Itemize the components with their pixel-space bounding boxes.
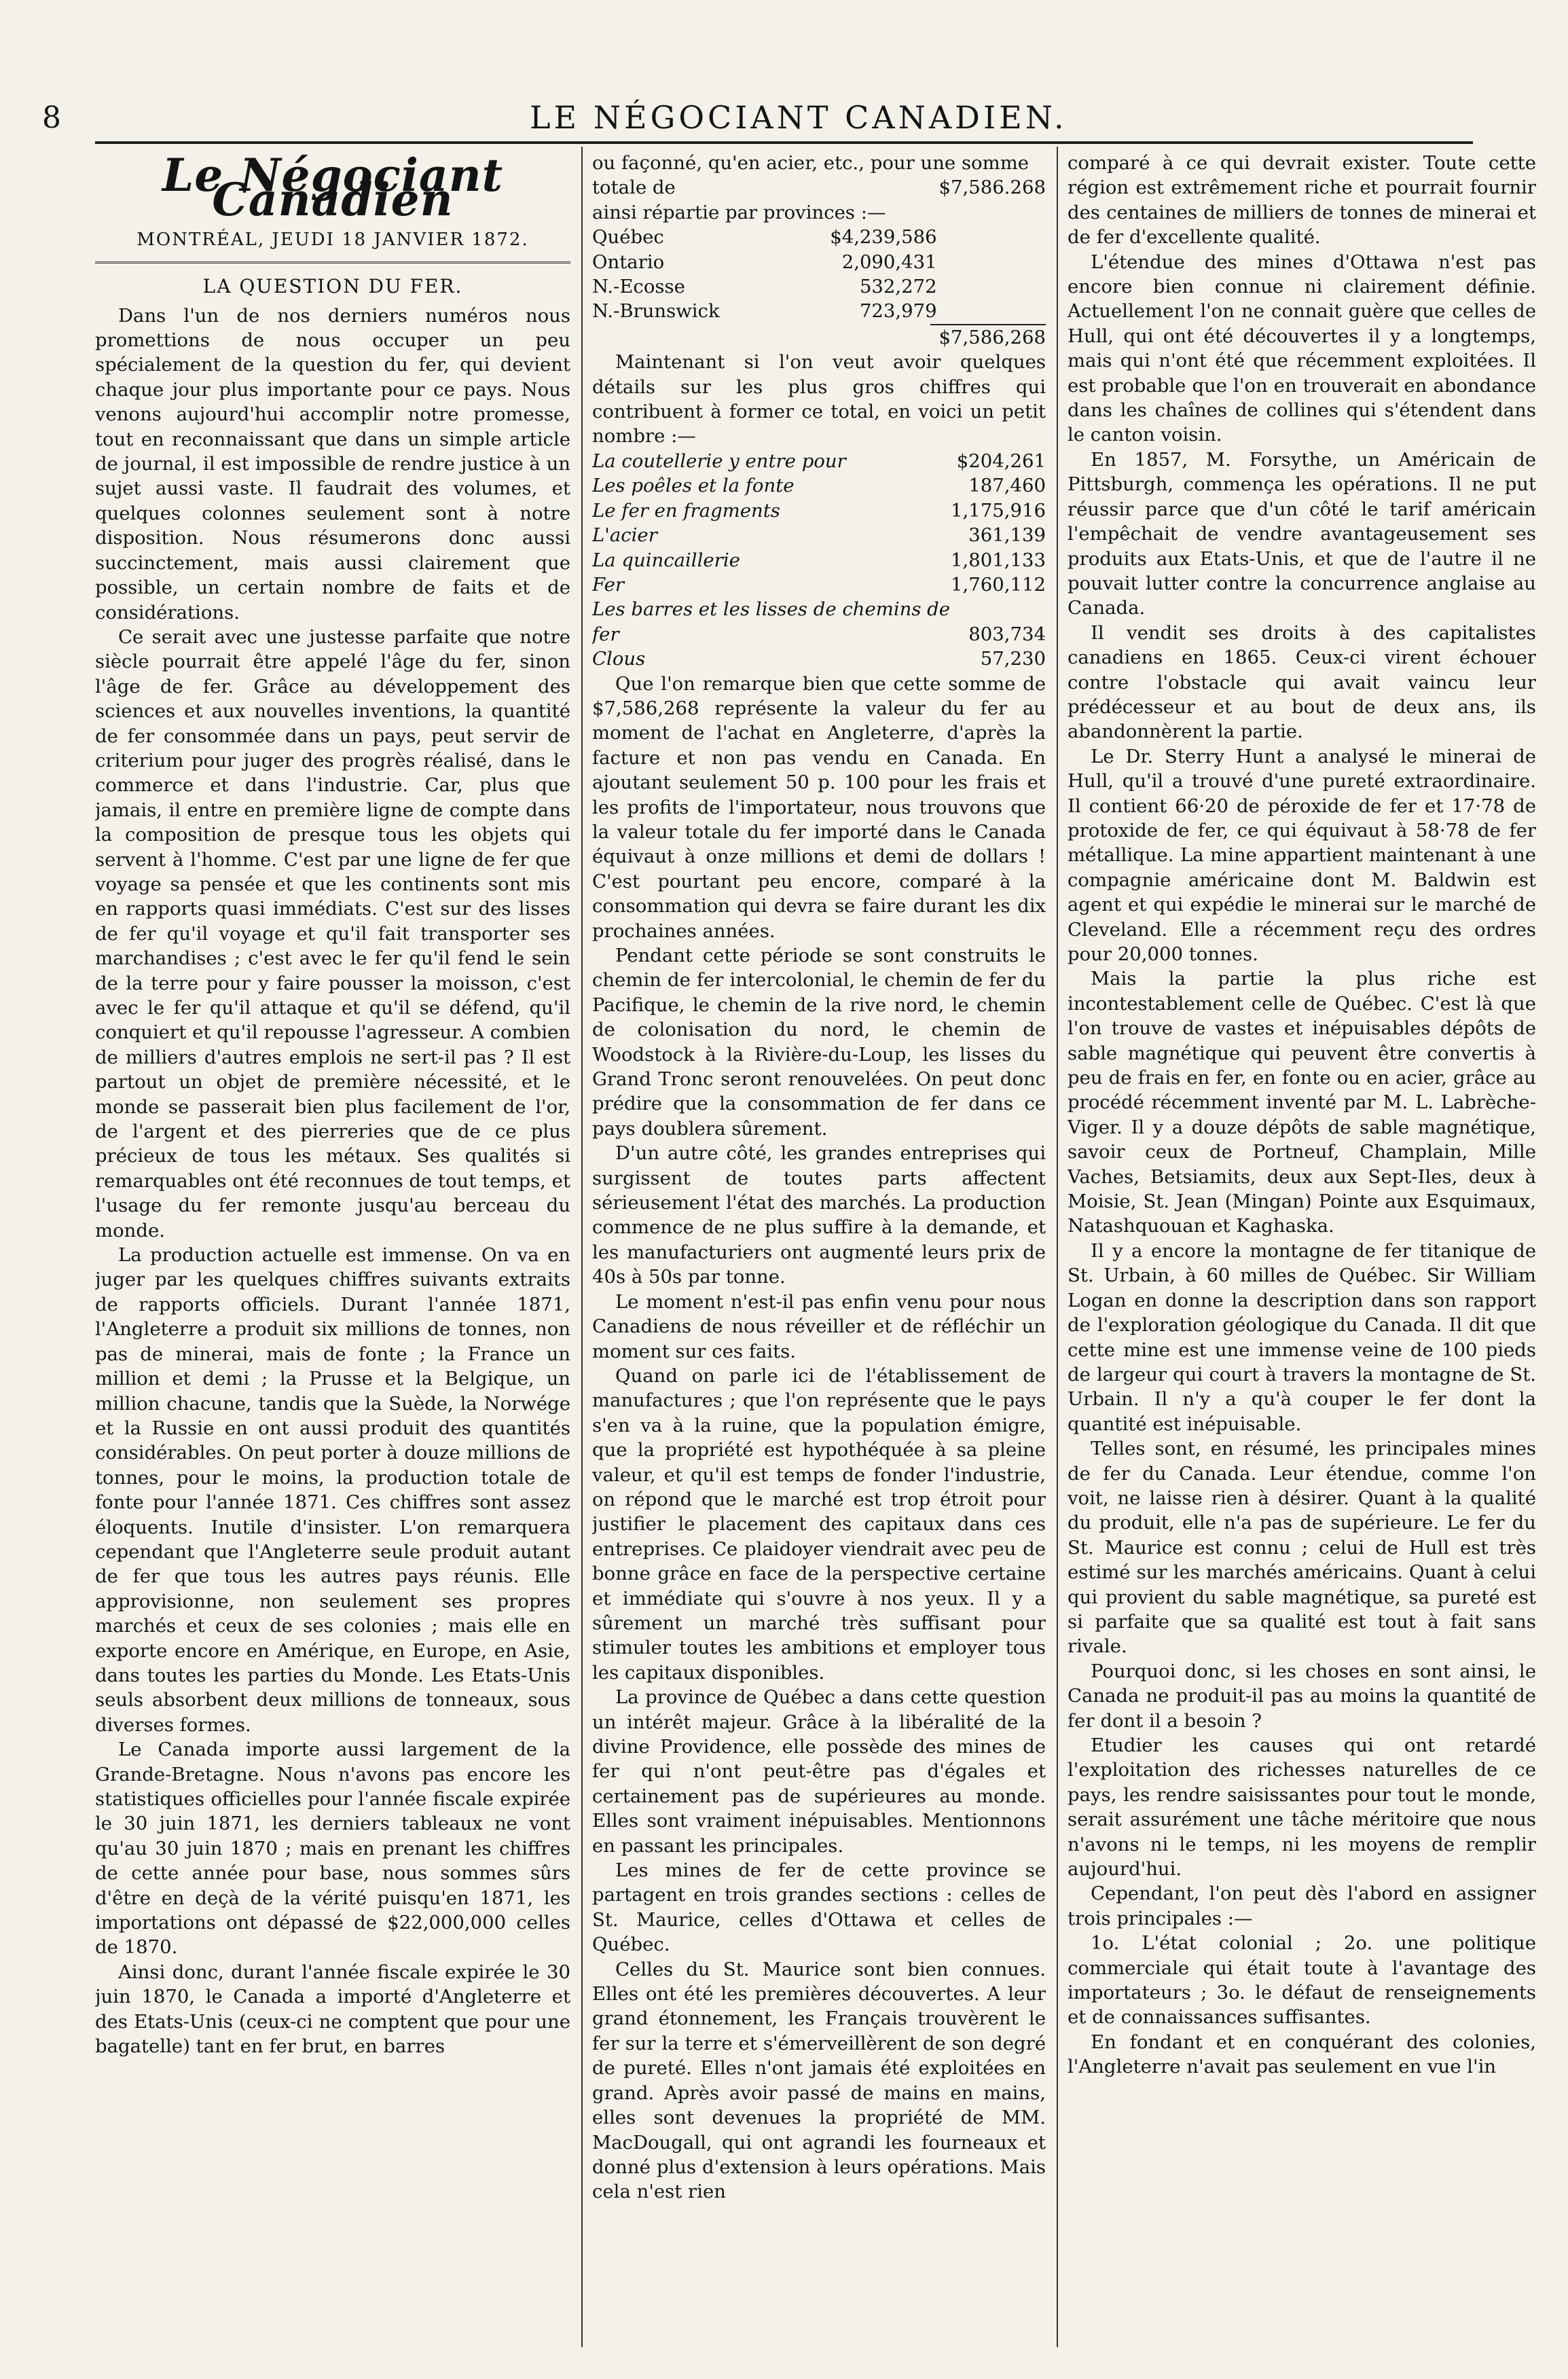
table-row [592,225,937,249]
article-rule [95,261,570,264]
paragraph: L'étendue des mines d'Ottawa n'est pas encore bien connue ni clairement définie. Actuellement l'on ne connait guère que celles de Hull, qui ont été découvertes il y a longtemps, mais qui n'ont été que récemment exploitées. Il est probable que l'on en trouverait en abondance dans les chaînes de collines qui s'étendent dans le canton voisin. [1068,251,1536,446]
province-value: 532,272 [859,276,937,298]
item-name: La quincaillerie [592,549,740,571]
table-row [592,250,937,274]
table-row [592,274,937,299]
running-head: LE NÉGOCIANT CANADIEN. [530,99,1068,136]
item-value: 1,801,133 [951,549,1046,571]
paragraph: Pendant cette période se sont construits le chemin de fer intercolonial, le chemin de fer du Pacifique, le chemin de la rive nord, le chemin de colonisation du nord, le chemin de Woodstock à la Rivière-du-Loup, les lisses du Grand Tronc seront renouvelées. On peut donc prédire que la consommation de fer dans ce pays doublera sûrement. [592,945,1046,1140]
provinces-intro: ainsi répartie par provinces :— [592,201,886,223]
column-2 [592,151,1046,2344]
column-1 [95,151,570,2344]
masthead: Le Négociant Canadien [162,151,504,227]
item-value: 1,760,112 [951,573,1046,596]
item-value: 361,139 [968,524,1046,547]
provinces-table [592,225,937,324]
item-value: $204,261 [956,450,1046,472]
item-value: 1,175,916 [951,499,1046,522]
paragraph: ou façonné, qu'en acier, etc., pour une somme [592,152,1029,174]
article-title: LA QUESTION DU FER. [202,275,463,298]
item-name: Fer [592,573,624,596]
paragraph: En 1857, M. Forsythe, un Américain de Pittsburgh, commença les opérations. Il ne put réussir parce que d'un côté le tarif américain l'empêchait de vendre avantageusement ses produits aux Etats-Unis, et que de l'autre il ne pouvait lutter contre la concurrence anglaise au Canada. [1068,448,1536,619]
table-row [592,449,1046,473]
item-value: 803,734 [968,623,1046,645]
paragraph: Il y a encore la montagne de fer titanique de St. Urbain, à 60 milles de Québec. Sir William Logan en donne la description dans son rapport de l'exploration géologique du Canada. Il dit que cette mine est une immense veine de 100 pieds de largeur qui court à travers la montagne de St. Urbain. Il n'y a qu'à couper le fer dont la quantité est inépuisable. [1068,1239,1536,1435]
province-name: Ontario [592,251,665,273]
item-name: Les barres et les lisses de chemins de fer [592,598,951,645]
item-name: Le fer en fragments [592,499,780,522]
item-value: 57,230 [980,648,1046,670]
paragraph: Celles du St. Maurice sont bien connues. Elles ont été les premières découvertes. A leur grand étonnement, les Français trouvèrent le fer sur la terre et s'émerveillèrent de son degré de pureté. Elles n'ont jamais été exploitées en grand. Après avoir passé de mains en mains, elles sont devenues la propriété de MM. MacDougall, qui ont agrandi les fourneaux et donné plus d'extension à leurs opérations. Mais cela n'est rien [592,1958,1046,2203]
paragraph: Quand on parle ici de l'établissement de manufactures ; que l'on représente que le pays s'en va à la ruine, que la population émigre, que la propriété est hypothéquée à sa pleine valeur, et qu'il est temps de fonder l'industrie, on répond que le marché est trop étroit pour justifier le placement des capitaux dans ces entreprises. Ce plaidoyer viendrait avec peu de bonne grâce en face de la perspective certaine et immédiate qui s'ouvre à nos yeux. Il y a sûrement un marché très suffisant pour stimuler toutes les ambitions et employer tous les capitaux disponibles. [592,1364,1046,1684]
provinces-total [592,324,1046,350]
paragraph: comparé à ce qui devrait exister. Toute cette région est extrêmement riche et pourrait fournir des centaines de milliers de tonnes de minerai et de fer d'excellente qualité. [1068,152,1536,249]
province-name: N.-Brunswick [592,300,720,323]
paragraph: Que l'on remarque bien que cette somme de $7,586,268 représente la valeur du fer au moment de l'achat en Angleterre, d'après la facture et non pas vendu en Canada. En ajoutant seulement 50 p. 100 pour les frais et les profits de l'importateur, nous trouvons que la valeur totale du fer importé dans le Canada équivaut à onze millions et demi de dollars ! C'est pourtant peu encore, comparé à la consommation qui devra se faire durant les dix prochaines années. [592,672,1046,942]
paragraph: Il vendit ses droits à des capitalistes canadiens en 1865. Ceux-ci virent échouer contre l'obstacle qui avait vaincu leur prédécesseur et au bout de deux ans, ils abandonnèrent la partie. [1068,621,1536,743]
page-number: 8 [42,101,61,135]
province-name: N.-Ecosse [592,276,685,298]
paragraph: Cependant, l'on peut dès l'abord en assigner trois principales :— [1068,1883,1536,1929]
table-row [592,523,1046,547]
header-rule [95,141,1473,144]
items-table [592,449,1046,672]
dateline: MONTRÉAL, JEUDI 18 JANVIER 1872. [136,229,529,250]
provinces-total-value: $7,586,268 [930,325,1046,350]
paragraph: Le Canada importe aussi largement de la Grande-Bretagne. Nous n'avons pas encore les statistiques officielles pour l'année fiscale expirée le 30 juin 1871, les derniers tableaux ne vont qu'au 30 juin 1870 ; mais en prenant les chiffres de cette année pour base, nous sommes sûrs d'être en deçà de la vérité puisqu'en 1871, les importations ont dépassé de $22,000,000 celles de 1870. [95,1739,570,1959]
paragraph: D'un autre côté, les grandes entreprises qui surgissent de toutes parts affectent sérieusement l'état des marchés. La production commence de ne plus suffire à la demande, et les manufacturiers ont augmenté leurs prix de 40s à 50s par tonne. [592,1142,1046,1288]
column-rule [581,147,583,2347]
table-row [592,498,1046,523]
item-name: L'acier [592,524,657,547]
table-row [592,573,1046,597]
province-value: 723,979 [859,300,937,323]
paragraph: En fondant et en conquérant des colonies, l'Angleterre n'avait pas seulement en vue l'in [1068,2031,1536,2078]
paragraph: Etudier les causes qui ont retardé l'exploitation des richesses naturelles de ce pays, les rendre saisissantes pour tout le monde, serait assurément une tâche méritoire que nous n'avons ni le temps, ni les moyens de remplir aujourd'hui. [1068,1735,1536,1881]
item-name: Les poêles et la fonte [592,475,795,497]
table-row [592,597,1046,647]
total-table [592,175,1046,200]
paragraph: Les mines de fer de cette province se partagent en trois grandes sections : celles de St. Maurice, celles d'Ottawa et celles de Québec. [592,1859,1046,1956]
column-3 [1068,151,1536,2344]
paragraph: Pourquoi donc, si les choses en sont ainsi, le Canada ne produit-il pas au moins la quantité de fer dont il a besoin ? [1068,1660,1536,1732]
table-row [592,647,1046,671]
table-row [592,473,1046,498]
paragraph: Mais la partie la plus riche est incontestablement celle de Québec. C'est là que l'on trouve de vastes et inépuisables dépôts de sable magnétique qui peuvent être convertis à peu de frais en fer, en fonte ou en acier, grâce au procédé récemment inventé par M. L. Labrèche-Viger. Il y a douze dépôts de sable magnétique, savoir ceux de Portneuf, Champlain, Mille Vaches, Betsiamits, deux aux Sept-Iles, deux à Moisie, St. Jean (Mingan) Pointe aux Esquimaux, Natashquouan et Kaghaska. [1068,968,1536,1237]
paragraph: Ainsi donc, durant l'année fiscale expirée le 30 juin 1870, le Canada a importé d'Angleterre et des Etats-Unis (ceux-ci ne comptent que pour une bagatelle) tant en fer brut, en barres [95,1961,570,2058]
table-row [592,548,1046,573]
paragraph: 1o. L'état colonial ; 2o. une politique commerciale qui était toute à l'avantage des importateurs ; 3o. le défaut de renseignements et de connaissances suffisantes. [1068,1932,1536,2029]
item-name: Clous [592,648,646,670]
total-label: totale de [592,177,676,199]
item-value: 187,460 [968,475,1046,497]
paragraph: La production actuelle est immense. On va en juger par les quelques chiffres suivants extraits de rapports officiels. Durant l'année 1871, l'Angleterre a produit six millions de tonnes, non pas de minerai, mais de fonte ; la France un million et demi ; la Prusse et la Belgique, un million chacune, tandis que la Suède, la Norwége et la Russie en ont aussi produit des quantités considérables. On peut porter à douze millions de tonnes, pour le moins, la production totale de fonte pour l'année 1871. Ces chiffres sont assez éloquents. Inutile d'insister. L'on remarquera cependant que l'Angleterre seule produit autant de fer que tous les autres pays réunis. Elle approvisionne, non seulement ses propres marchés et ceux de ses colonies ; mais elle en exporte encore en Amérique, en Europe, en Asie, dans toutes les parties du Monde. Les Etats-Unis seuls absorbent deux millions de tonneaux, sous diverses formes. [95,1244,570,1736]
province-name: Québec [592,226,664,249]
paragraph: Dans l'un de nos derniers numéros nous promettions de nous occuper un peu spécialement de la question du fer, qui devient chaque jour plus importante pour ce pays. Nous venons aujourd'hui accomplir notre promesse, tout en reconnaissant que dans un simple article de journal, il est impossible de rendre justice à un sujet aussi vaste. Il faudrait des volumes, et quelques colonnes seulement sont à notre disposition. Nous résumerons donc aussi succinctement, mais aussi clairement que possible, un certain nombre de faits et de considérations. [95,304,570,623]
item-name: La coutellerie y entre pour [592,450,846,472]
paragraph: Le moment n'est-il pas enfin venu pour nous Canadiens de nous réveiller et de réfléchir un moment sur ces faits. [592,1290,1046,1362]
province-value: 2,090,431 [841,251,937,273]
paragraph: Le Dr. Sterry Hunt a analysé le minerai de Hull, qu'il a trouvé d'une pureté extraordinaire. Il contient 66·20 de péroxide de fer et 17·78 de protoxide de fer, ce qui équivaut à 58·78 de fer métallique. La mine appartient maintenant à une compagnie américaine dont M. Baldwin est agent et qui expédie le minerai sur le marché de Cleveland. Elle a récemment reçu des ordres pour 20,000 tonnes. [1068,745,1536,965]
total-value: $7,586.268 [938,177,1046,199]
province-value: $4,239,586 [830,226,937,249]
paragraph: La province de Québec a dans cette question un intérêt majeur. Grâce à la libéralité de la divine Providence, elle possède des mines de fer qui n'ont peut-être pas d'égales et certainement pas de supérieures au monde. Elles sont vraiment inépuisables. Mentionnons en passant les principales. [592,1686,1046,1857]
table-row [592,299,937,323]
paragraph: Telles sont, en résumé, les principales mines de fer du Canada. Leur étendue, comme l'on voit, ne laisse rien à désirer. Quant à la qualité du produit, elle n'a pas de supérieure. Le fer du St. Maurice est connu ; celui de Hull est très estimé sur les marchés américains. Quant à celui qui provient du sable magnétique, sa pureté est si parfaite que sa qualité est tout à fait sans rivale. [1068,1438,1536,1658]
paragraph: Ce serait avec une justesse parfaite que notre siècle pourrait être appelé l'âge du fer, sinon l'âge de fer. Grâce au développement des sciences et aux nouvelles inventions, la quantité de fer consommée dans un pays, peut servir de criterium pour juger des progrès réalisé, dans le commerce et dans l'industrie. Car, plus que jamais, il entre en première ligne de compte dans la composition de presque tous les objets qui servent à l'homme. C'est par une ligne de fer que voyage sa pensée et que les continents sont mis en rapports quasi immédiats. C'est sur des lisses de fer qu'il voyage et qu'il fait transporter ses marchandises ; c'est avec le fer qu'il fend le sein de la terre pour y faire pousser la moisson, c'est avec le fer qu'il attaque et qu'il se défend, qu'il conquiert et qu'il repousse l'agresseur. A combien de milliers d'autres emplois ne sert-il pas ? Il est partout un objet de première nécessité, et le monde se passerait bien plus facilement de l'or, de l'argent et des pierreries que de ce plus précieux de tous les métaux. Ses qualités si remarquables ont été reconnues de tout temps, et l'usage du fer remonte jusqu'au berceau du monde. [95,625,570,1241]
paragraph: Maintenant si l'on veut avoir quelques détails sur les plus gros chiffres qui contribuent à former ce total, en voici un petit nombre :— [592,351,1046,448]
column-rule [1057,147,1058,2347]
